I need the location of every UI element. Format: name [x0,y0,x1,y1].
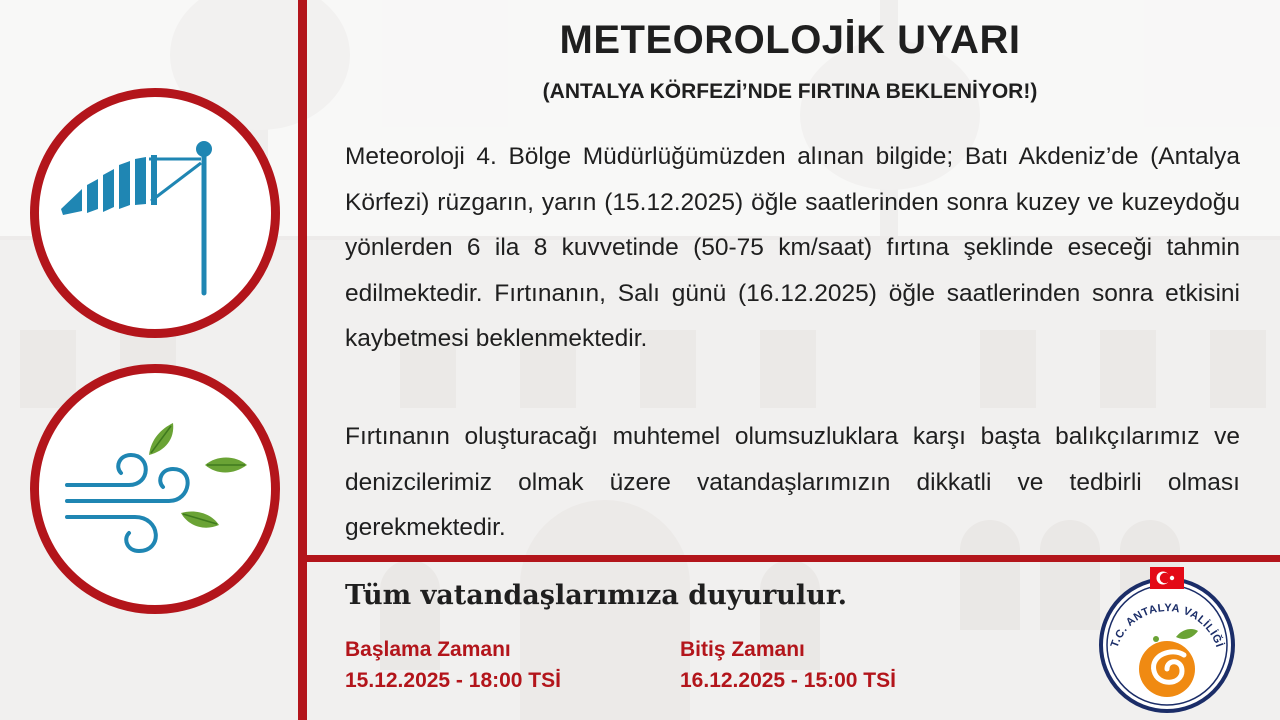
windsock-icon [39,97,271,329]
windsock-sign [30,88,280,338]
announcement-text: Tüm vatandaşlarımıza duyurulur. [345,580,847,611]
vertical-divider [298,0,307,720]
start-time-label: Başlama Zamanı [345,638,511,661]
logo-text: T.C. ANTALYA VALİLİĞİ [1108,602,1226,650]
wind-sign [30,364,280,614]
wind-leaves-icon [39,373,271,605]
page-title: METEOROLOJİK UYARI [559,18,1021,62]
horizontal-divider [307,555,1280,562]
warning-paragraph-1: Meteoroloji 4. Bölge Müdürlüğümüzden alınan bilgide; Batı Akdeniz’de (Antalya Körfezi) rüzgarın, yarın (15.12.2025) öğle saatlerinden sonra kuzey ve kuzeydoğu yönlerden 6 ila 8 kuvvetinde (50-75 km/saat) fırtına şeklinde eseceği tahmin edilmektedir. Fırtınanın, Salı günü (16.12.2025) öğle saatlerinden sonra etkisini kaybetmesi beklenmektedir. [345,143,1240,352]
warning-paragraph-2: Fırtınanın oluşturacağı muhtemel olumsuzluklara karşı başta balıkçılarımız ve denizcilerimiz olmak üzere vatandaşlarımızın dikkatli ve tedbirli olması gerekmektedir. [345,423,1240,541]
turkish-flag-icon [1150,567,1184,589]
antalya-valiligi-logo [1092,565,1242,715]
icon-panel [0,0,298,720]
end-time-label: Bitiş Zamanı [680,638,805,661]
end-time-value: 16.12.2025 - 15:00 TSİ [680,669,896,692]
page-subtitle: (ANTALYA KÖRFEZİ’NDE FIRTINA BEKLENİYOR!) [542,80,1038,103]
start-time-value: 15.12.2025 - 18:00 TSİ [345,669,561,692]
